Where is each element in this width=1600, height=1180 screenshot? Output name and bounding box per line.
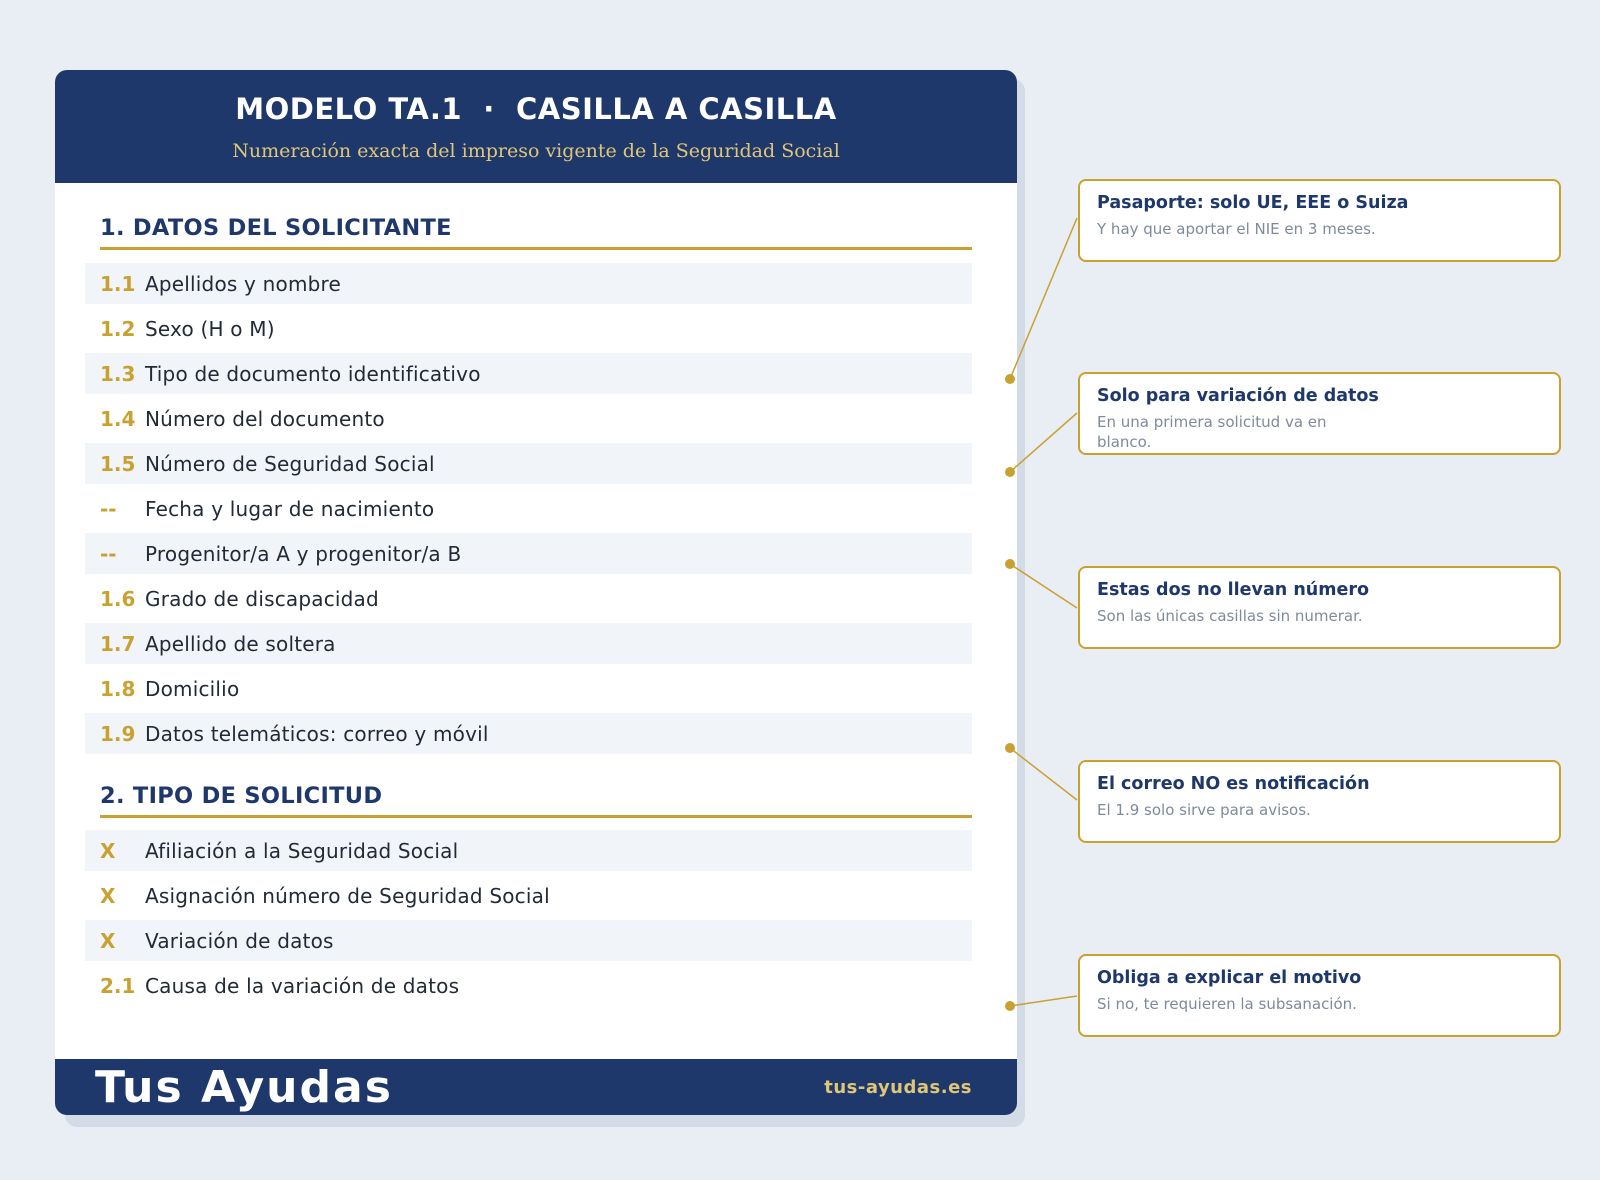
field-label: Número de Seguridad Social bbox=[145, 451, 435, 476]
callout-title: Obliga a explicar el motivo bbox=[1097, 968, 1362, 988]
field-label: Domicilio bbox=[145, 676, 240, 701]
connector-line bbox=[1010, 218, 1077, 379]
callout-note bbox=[1078, 372, 1561, 455]
field-number: -- bbox=[100, 541, 117, 566]
card-subtitle: Numeración exacta del impreso vigente de la Seguridad Social bbox=[232, 140, 840, 162]
callout-title: Pasaporte: solo UE, EEE o Suiza bbox=[1097, 193, 1409, 213]
callout-body: En una primera solicitud va en blanco. bbox=[1097, 413, 1327, 451]
field-number: 1.1 bbox=[100, 271, 136, 296]
field-number: 1.3 bbox=[100, 361, 136, 386]
field-number: X bbox=[100, 928, 116, 953]
field-label: Progenitor/a A y progenitor/a B bbox=[145, 541, 462, 566]
field-label: Apellido de soltera bbox=[145, 631, 336, 656]
site-url: tus-ayudas.es bbox=[824, 1076, 972, 1098]
field-label: Causa de la variación de datos bbox=[145, 973, 460, 998]
field-label: Afiliación a la Seguridad Social bbox=[145, 838, 459, 863]
field-number: 1.6 bbox=[100, 586, 136, 611]
callout-note bbox=[1078, 566, 1561, 649]
callout-note bbox=[1078, 954, 1561, 1037]
callout-body: Y hay que aportar el NIE en 3 meses. bbox=[1097, 220, 1376, 238]
section-title-datos-solicitante: 1. DATOS DEL SOLICITANTE bbox=[100, 215, 972, 250]
connector-dot bbox=[1005, 467, 1015, 477]
brand-logo: Tus Ayudas bbox=[95, 1061, 393, 1113]
callout-title: Solo para variación de datos bbox=[1097, 386, 1379, 406]
connector-line bbox=[1010, 564, 1077, 608]
field-label: Variación de datos bbox=[145, 928, 334, 953]
field-number: 1.4 bbox=[100, 406, 136, 431]
field-number: 1.7 bbox=[100, 631, 136, 656]
field-label: Asignación número de Seguridad Social bbox=[145, 883, 550, 908]
connector-dot bbox=[1005, 1001, 1015, 1011]
field-number: X bbox=[100, 838, 116, 863]
card-title: MODELO TA.1 · CASILLA A CASILLA bbox=[235, 92, 837, 126]
field-label: Tipo de documento identificativo bbox=[145, 361, 481, 386]
field-number: 1.8 bbox=[100, 676, 136, 701]
field-number: -- bbox=[100, 496, 117, 521]
callout-body: Si no, te requieren la subsanación. bbox=[1097, 995, 1357, 1013]
connector-line bbox=[1010, 996, 1077, 1006]
connector-dot bbox=[1005, 743, 1015, 753]
field-number: 1.2 bbox=[100, 316, 136, 341]
field-label: Fecha y lugar de nacimiento bbox=[145, 496, 435, 521]
connector-dot bbox=[1005, 559, 1015, 569]
field-label: Sexo (H o M) bbox=[145, 316, 275, 341]
callout-body: El 1.9 solo sirve para avisos. bbox=[1097, 801, 1311, 819]
connector-dot bbox=[1005, 374, 1015, 384]
connector-line bbox=[1010, 413, 1077, 472]
field-label: Grado de discapacidad bbox=[145, 586, 379, 611]
callout-body: Son las únicas casillas sin numerar. bbox=[1097, 607, 1363, 625]
callout-note bbox=[1078, 179, 1561, 262]
callout-note bbox=[1078, 760, 1561, 843]
field-label: Datos telemáticos: correo y móvil bbox=[145, 721, 489, 746]
field-number: X bbox=[100, 883, 116, 908]
connector-line bbox=[1010, 748, 1077, 800]
callout-title: Estas dos no llevan número bbox=[1097, 580, 1369, 600]
field-number: 2.1 bbox=[100, 973, 136, 998]
callout-title: El correo NO es notificación bbox=[1097, 774, 1370, 794]
section-title-tipo-solicitud: 2. TIPO DE SOLICITUD bbox=[100, 783, 972, 818]
field-label: Apellidos y nombre bbox=[145, 271, 342, 296]
field-number: 1.9 bbox=[100, 721, 136, 746]
field-number: 1.5 bbox=[100, 451, 136, 476]
field-label: Número del documento bbox=[145, 406, 385, 431]
